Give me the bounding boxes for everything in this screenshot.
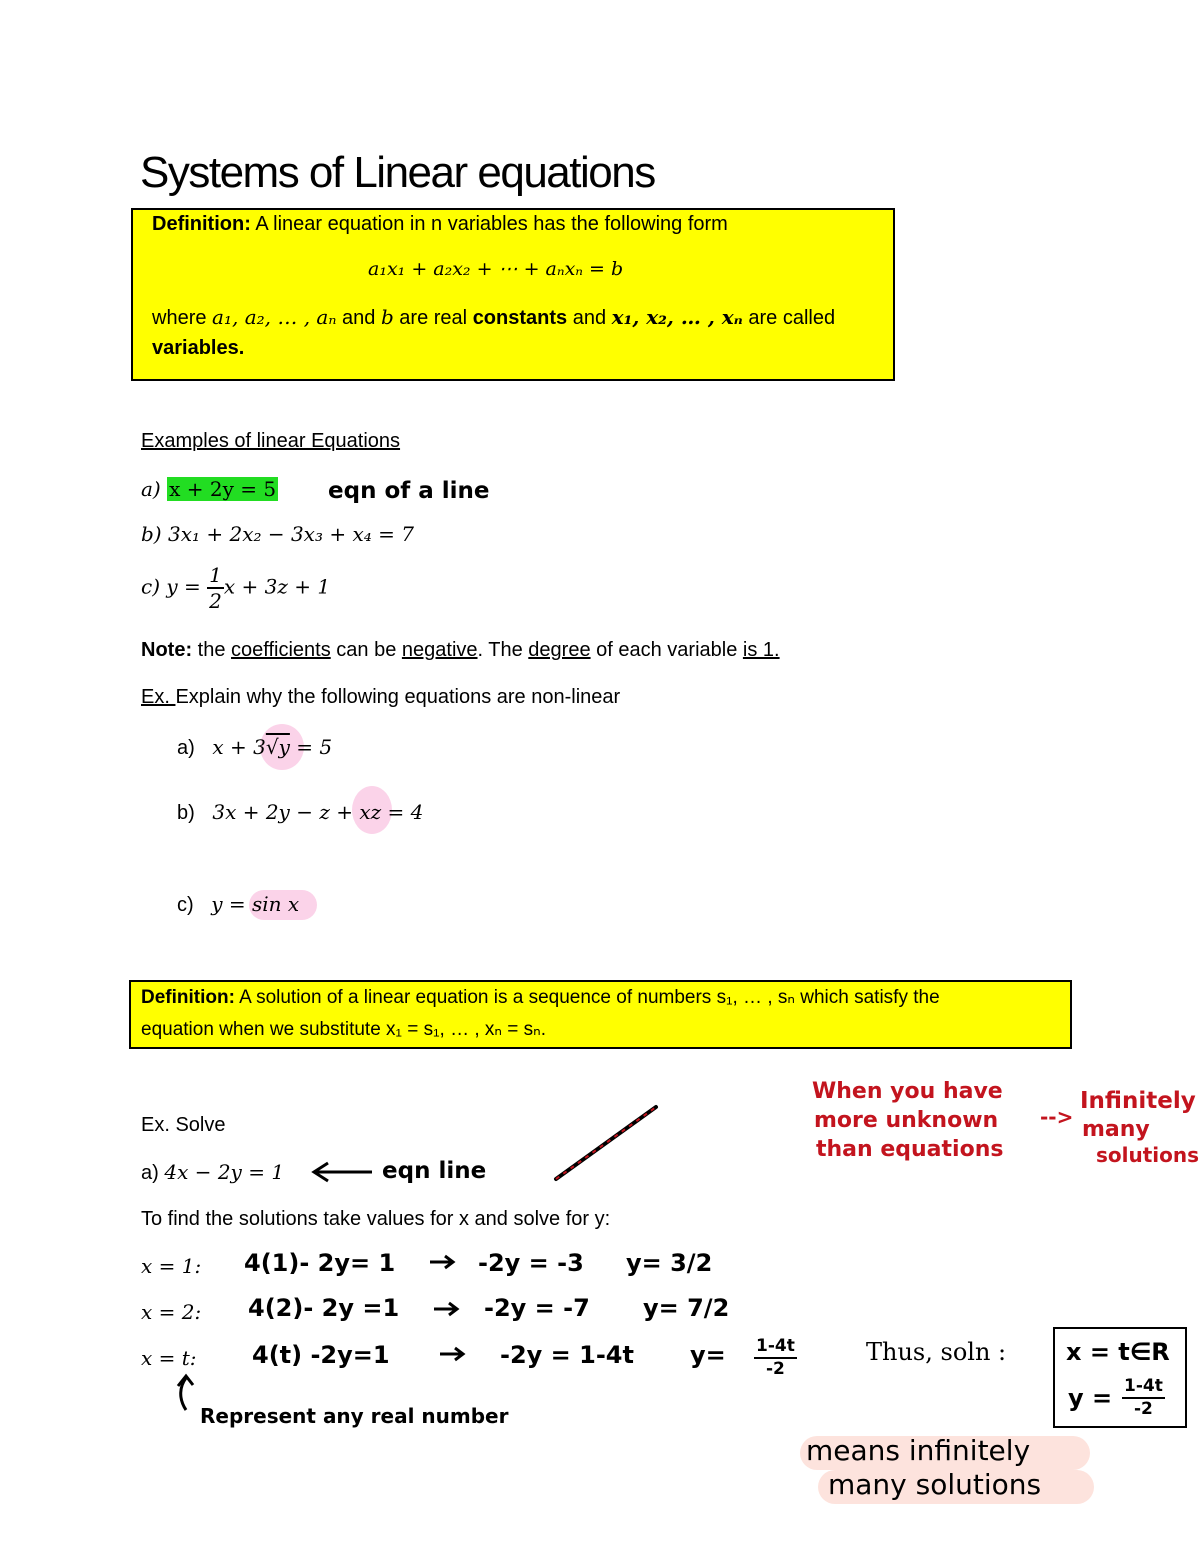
- definition2-label: Definition:: [141, 987, 235, 1008]
- example-c-label: c): [141, 574, 167, 599]
- annotation-solutions: solutions: [1096, 1143, 1200, 1167]
- definition2-line-2: equation when we substitute x₁ = s₁, … , xₙ = sₙ.: [141, 1019, 546, 1040]
- variable-list: x₁, x₂, … , xₙ: [611, 305, 743, 329]
- ex-label: Ex.: [141, 686, 176, 708]
- handwritten-represent: Represent any real number: [200, 1404, 509, 1428]
- note-coefficients: coefficients: [231, 639, 331, 661]
- drawn-line-icon: [556, 1107, 656, 1179]
- row-1-step-3: y= 3/2: [626, 1249, 713, 1277]
- note-is-one: is 1.: [742, 639, 780, 661]
- row-3-fraction-denominator: -2: [765, 1359, 785, 1379]
- example-a-equation: x + 2y = 5: [169, 477, 277, 501]
- definition-text: A linear equation in n variables has the following form: [250, 213, 728, 235]
- example-b-equation: 3x₁ + 2x₂ − 3x₃ + x₄ = 7: [167, 522, 414, 546]
- fraction-numerator: 1: [209, 563, 222, 587]
- note-part-2: can be: [330, 639, 402, 661]
- row-1-step-2: -2y = -3: [478, 1249, 584, 1277]
- nonlinear-a-pre: x + 3: [212, 735, 266, 759]
- row-2-lhs: x = 2:: [141, 1300, 202, 1324]
- coeff-list: a₁, a₂, … , aₙ: [212, 305, 337, 329]
- row-3-step-2: -2y = 1-4t: [500, 1341, 634, 1369]
- row-2-step-2: -2y = -7: [484, 1294, 590, 1322]
- solution-box-x: x = t∈R: [1066, 1338, 1170, 1366]
- nonlinear-c-pre: y =: [211, 892, 253, 916]
- and-word-2: and: [567, 307, 612, 329]
- up-arrow-icon: [178, 1376, 193, 1410]
- examples-heading: Examples of linear Equations: [141, 430, 401, 452]
- sqrt-y: √y: [265, 735, 290, 759]
- and-word: and: [336, 307, 381, 329]
- note-part-4: of each variable: [590, 639, 743, 661]
- are-called-text: are called: [742, 307, 836, 329]
- definition-label: Definition:: [152, 213, 251, 235]
- row-3-lhs: x = t:: [141, 1346, 197, 1370]
- fraction-denominator: 2: [209, 589, 222, 613]
- example-c-lhs: y =: [166, 574, 208, 599]
- b-var: b: [380, 305, 394, 329]
- row-3-step-1: 4(t) -2y=1: [252, 1341, 390, 1369]
- note-label: Note:: [141, 639, 193, 661]
- annotation-when-2: more unknown: [814, 1108, 999, 1133]
- page-title: Systems of Linear equations: [140, 148, 655, 197]
- term-xz: xz: [359, 800, 382, 824]
- annotation-when-3: than equations: [816, 1137, 1004, 1162]
- nonlinear-b-post: = 4: [381, 800, 424, 824]
- handwritten-eqn-line: eqn line: [382, 1158, 487, 1184]
- nonlinear-b-pre: 3x + 2y − z +: [212, 800, 360, 824]
- solve-a-equation: 4x − 2y = 1: [164, 1160, 285, 1184]
- row-1-lhs: x = 1:: [141, 1254, 202, 1278]
- nonlinear-a-label: a): [177, 737, 195, 759]
- constants-word: constants: [472, 307, 568, 329]
- term-sin-x: sin x: [252, 892, 300, 916]
- solve-instructions: To find the solutions take values for x and solve for y:: [141, 1208, 611, 1230]
- solution-box-numerator: 1-4t: [1122, 1378, 1165, 1399]
- row-1-step-1: 4(1)- 2y= 1: [244, 1249, 396, 1277]
- where-word: where: [152, 307, 213, 329]
- row-3-step-3: y=: [690, 1341, 726, 1369]
- arrow-right-icon: [434, 1303, 457, 1315]
- annotation-arrow: -->: [1040, 1105, 1074, 1129]
- handwritten-eqn-of-line: eqn of a line: [328, 478, 490, 504]
- thus-solution: Thus, soln :: [866, 1338, 1007, 1366]
- annotation-means-2: many solutions: [828, 1468, 1042, 1501]
- ex-nonlinear-text: Explain why the following equations are non-linear: [175, 686, 621, 708]
- example-c-rhs: x + 3z + 1: [223, 574, 331, 599]
- annotation-infinitely: Infinitely: [1080, 1088, 1196, 1114]
- note-part-1: the: [192, 639, 232, 661]
- note-degree: degree: [528, 639, 591, 661]
- nonlinear-a-post: = 5: [289, 735, 333, 759]
- arrow-right-icon: [430, 1256, 453, 1268]
- row-2-step-3: y= 7/2: [643, 1294, 730, 1322]
- example-b-label: b): [141, 522, 168, 546]
- note-part-3: . The: [477, 639, 529, 661]
- note-negative: negative: [401, 639, 478, 661]
- solution-box-denominator: -2: [1133, 1399, 1153, 1419]
- solution-box-y: y =: [1068, 1384, 1113, 1412]
- arrow-right-icon: [440, 1348, 463, 1360]
- nonlinear-b-label: b): [177, 802, 195, 824]
- solve-a-label: a): [141, 1162, 165, 1184]
- are-real-text: are real: [393, 307, 473, 329]
- row-3-fraction-numerator: 1-4t: [754, 1338, 797, 1359]
- left-arrow-icon: [314, 1163, 372, 1181]
- row-2-step-1: 4(2)- 2y =1: [248, 1294, 400, 1322]
- annotation-when-1: When you have: [812, 1079, 1003, 1104]
- example-a-label: a): [141, 477, 168, 501]
- nonlinear-c-label: c): [177, 894, 194, 916]
- variables-word: variables.: [152, 337, 245, 359]
- definition-formula: a₁x₁ + a₂x₂ + ⋯ + aₙxₙ = b: [368, 258, 624, 280]
- solve-heading: Ex. Solve: [141, 1114, 226, 1136]
- annotation-many: many: [1082, 1117, 1150, 1142]
- definition2-text-1: A solution of a linear equation is a sequence of numbers s₁, … , sₙ which satisfy the: [234, 987, 940, 1008]
- annotation-means-1: means infinitely: [806, 1434, 1031, 1467]
